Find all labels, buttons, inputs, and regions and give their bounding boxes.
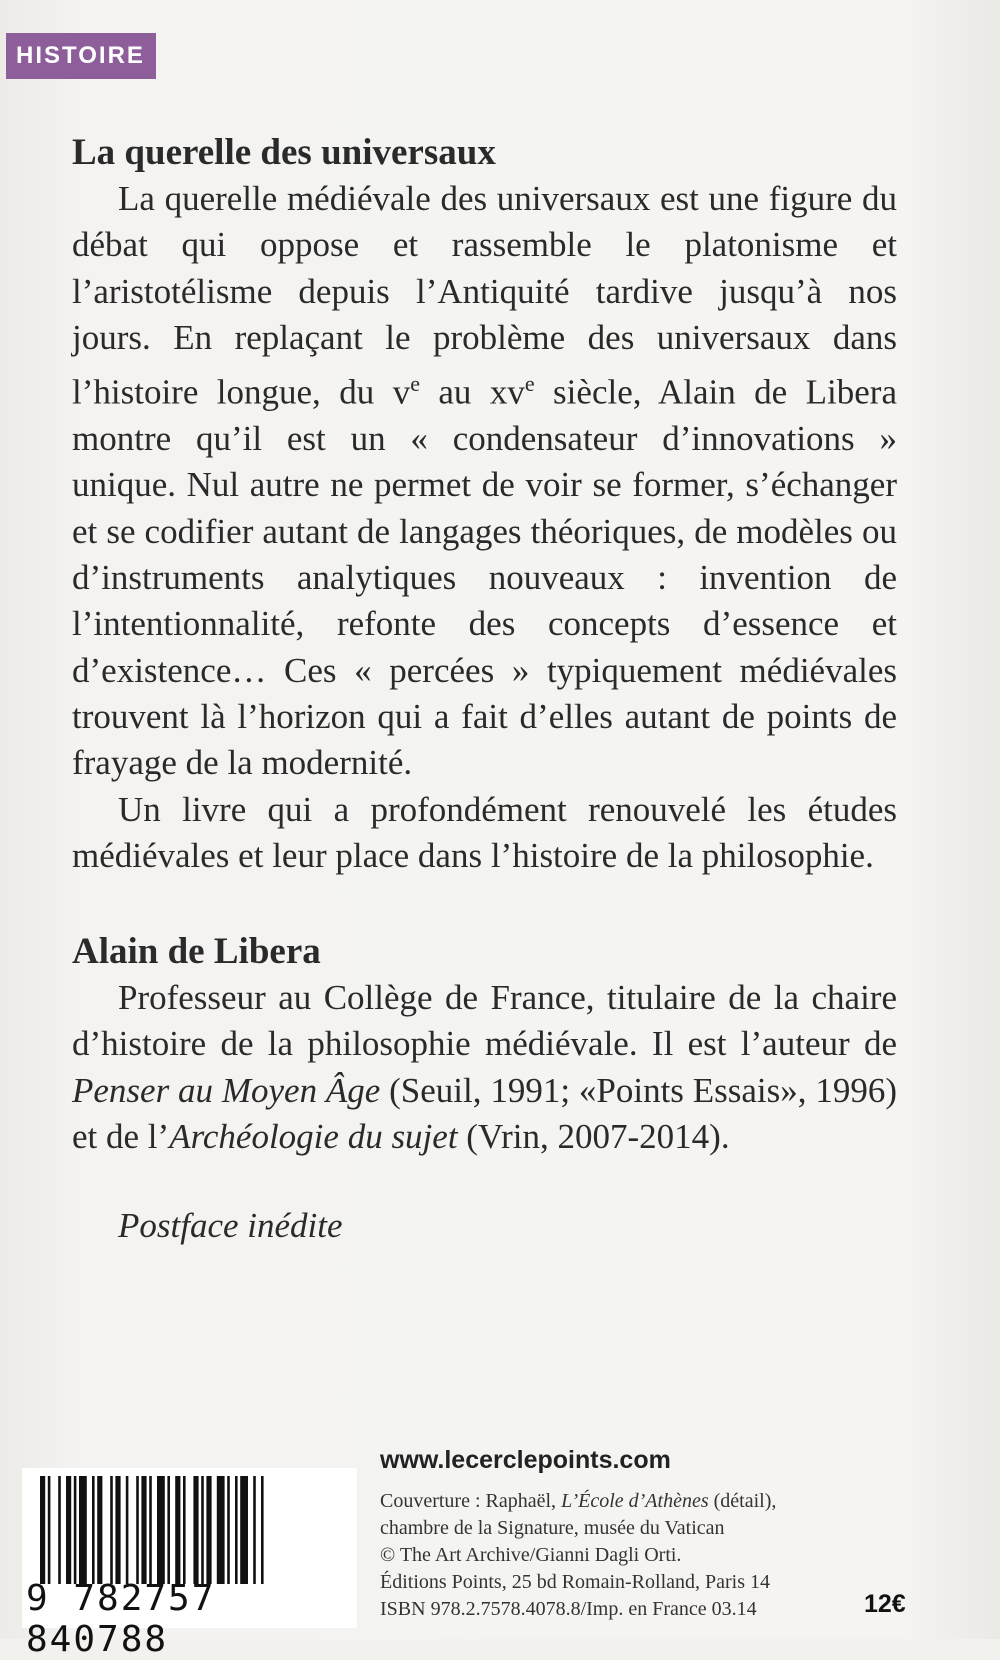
credit-publisher: Éditions Points, 25 bd Romain-Rolland, Paris 14 — [380, 1571, 771, 1593]
credit-location: chambre de la Signature, musée du Vatican — [380, 1517, 725, 1539]
barcode-bar — [167, 1476, 170, 1584]
barcode-bar — [240, 1476, 248, 1584]
barcode-bar — [97, 1476, 102, 1584]
barcode-bar — [193, 1476, 198, 1584]
summary-paragraph-2: Un livre qui a profondément renouvelé les études médiévales et leur place dans l’histoire de la philosophie. — [72, 789, 897, 875]
barcode-bar — [40, 1476, 45, 1584]
postface-note: Postface inédite — [118, 1206, 343, 1246]
barcode-bar — [66, 1476, 71, 1584]
barcode-bar — [141, 1476, 146, 1584]
credit-cover-suffix: (détail), — [708, 1490, 777, 1512]
summary-p1-rest: siècle, Alain de Libera montre qu’il est un « condensateur d’innovations » unique. Nul autre ne permet de voir se former, s’échanger et se codifier autant de langages théoriques, de modèles ou d’instruments analytiques nouveaux : invention de l’intentionnalité, refonte des concepts d’essence et d’existence… Ces « percées » typiquement médiévales trouvent là l’horizon qui a fait d’elles autant de points de frayage de la modernité. — [72, 372, 897, 783]
barcode-bar — [149, 1476, 152, 1584]
website-url[interactable]: www.lecerclepoints.com — [380, 1446, 671, 1474]
work-title-2: Archéologie du sujet — [169, 1117, 458, 1156]
barcode-bars — [40, 1476, 340, 1584]
price: 12€ — [864, 1590, 906, 1618]
barcode-bar — [58, 1476, 61, 1584]
work-title-1: Penser au Moyen Âge — [72, 1070, 381, 1110]
credit-cover-work: L’École d’Athènes — [561, 1490, 709, 1512]
summary-p1-start: La querelle médiévale des universaux est une figure du débat qui oppose et rassemble le platonisme et l’aristotélisme depuis l’Antiquité tardive jusqu’à nos jours. En replaçant le problème des universaux dans l’histoire longue, du — [72, 179, 897, 412]
bio-end: (Vrin, 2007-2014). — [457, 1117, 730, 1156]
barcode-bar — [201, 1476, 204, 1584]
barcode-bar — [175, 1476, 180, 1584]
isbn-barcode — [22, 1468, 357, 1660]
barcode-bar — [126, 1476, 129, 1584]
credit-cover-prefix: Couverture : Raphaël, — [380, 1490, 562, 1512]
barcode-bar — [74, 1476, 77, 1584]
barcode-bar — [183, 1476, 186, 1584]
credit-copyright: © The Art Archive/Gianni Dagli Orti. — [380, 1544, 682, 1566]
credit-isbn: ISBN 978.2.7578.4078.8/Imp. en France 03.14 — [380, 1598, 757, 1620]
summary-paragraph-1 — [72, 176, 897, 787]
credits-block — [380, 1488, 860, 1623]
barcode-bar — [157, 1476, 165, 1584]
author-name: Alain de Libera — [72, 931, 321, 973]
barcode-number: 9 782757 840788 — [26, 1578, 216, 1660]
barcode-bar — [217, 1476, 225, 1584]
barcode-bar — [48, 1476, 51, 1584]
barcode-bar — [92, 1476, 95, 1584]
category-text: HISTOIRE — [16, 42, 145, 69]
category-label — [6, 33, 156, 79]
barcode-bar — [79, 1476, 87, 1584]
bio-start: Professeur au Collège de France, titulaire de la chaire d’histoire de la philosophie médiévale. Il est l’auteur de — [72, 978, 897, 1064]
bio-mid: (Seuil, 1991; «Points Essais», 1996) et de l’ — [72, 1070, 897, 1156]
main-text — [72, 130, 897, 1246]
century-end: xv — [489, 372, 525, 412]
barcode-bar — [253, 1476, 256, 1584]
century-end-suffix: e — [524, 371, 535, 397]
book-title: La querelle des universaux — [72, 132, 496, 173]
author-bio — [72, 975, 897, 1160]
century-start: v — [392, 372, 411, 412]
barcode-bar — [227, 1476, 230, 1584]
barcode-bar — [261, 1476, 264, 1584]
century-start-suffix: e — [410, 371, 420, 397]
barcode-bar — [110, 1476, 113, 1584]
barcode-bar — [206, 1476, 211, 1584]
summary-p1-mid: au — [419, 372, 490, 412]
barcode-bar — [115, 1476, 120, 1584]
barcode-bar — [136, 1476, 139, 1584]
barcode-bar — [235, 1476, 238, 1584]
credit-cover — [380, 1488, 860, 1515]
